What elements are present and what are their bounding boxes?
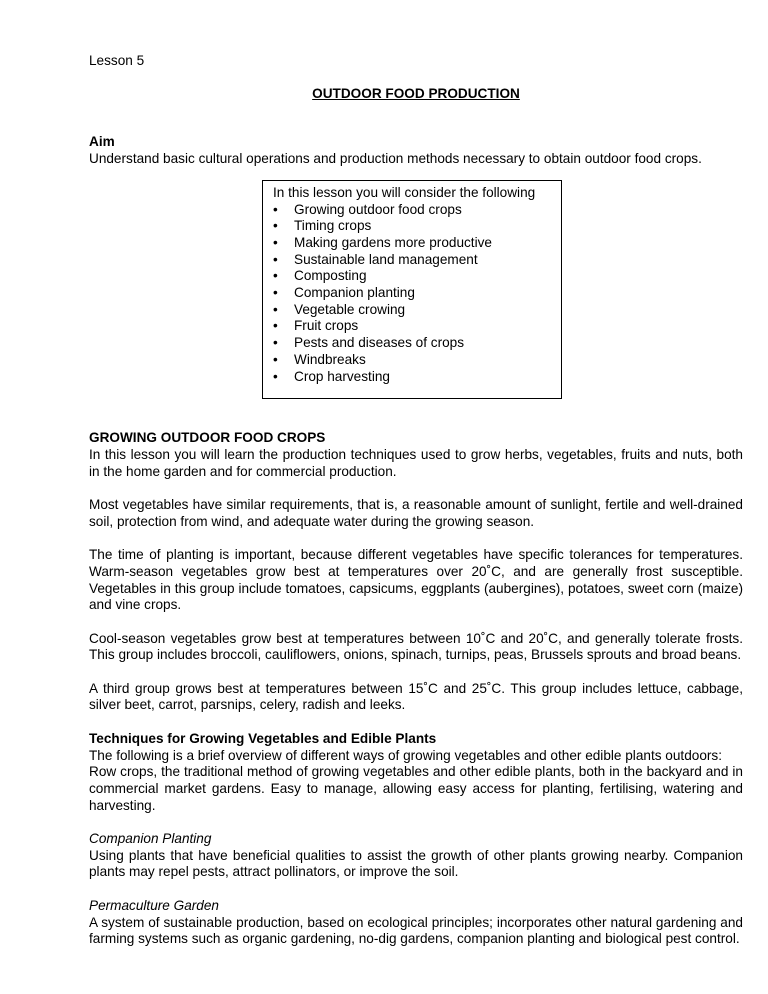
page-title: OUTDOOR FOOD PRODUCTION xyxy=(312,85,520,101)
list-item-text: Companion planting xyxy=(294,285,415,301)
list-item xyxy=(273,252,551,269)
list-item xyxy=(273,285,551,302)
lesson-overview-intro: In this lesson you will consider the following xyxy=(273,184,536,200)
section-paragraph-third-group: A third group grows best at temperatures between 15˚C and 25˚C. This group includes lettuce, cabbage, silver beet, carrot, parsnips, celery, radish and leeks. xyxy=(89,680,743,713)
section-heading: GROWING OUTDOOR FOOD CROPS xyxy=(89,430,326,446)
list-item xyxy=(273,352,551,369)
list-item xyxy=(273,318,551,335)
permaculture-heading: Permaculture Garden xyxy=(89,897,219,913)
list-item xyxy=(273,302,551,319)
list-item xyxy=(273,268,551,285)
section-paragraph-intro: In this lesson you will learn the production techniques used to grow herbs, vegetables, fruits and nuts, both in the home garden and for commercial production. xyxy=(89,446,743,479)
bullet-icon: • xyxy=(273,218,278,234)
list-item-text: Windbreaks xyxy=(294,351,366,367)
permaculture-text: A system of sustainable production, based on ecological principles; incorporates other natural gardening and farming systems such as organic gardening, no-dig gardens, companion planting and biological pest control. xyxy=(89,914,743,947)
list-item-text: Composting xyxy=(294,268,367,284)
list-item-text: Making gardens more productive xyxy=(294,234,492,250)
bullet-icon: • xyxy=(273,368,278,384)
list-item xyxy=(273,335,551,352)
bullet-icon: • xyxy=(273,285,278,301)
section-paragraph-requirements: Most vegetables have similar requirements, that is, a reasonable amount of sunlight, fertile and well-drained soil, protection from wind, and adequate water during the growing season. xyxy=(89,497,743,529)
list-item-text: Fruit crops xyxy=(294,318,359,334)
section-paragraph-cool-season: Cool-season vegetables grow best at temperatures between 10˚C and 20˚C, and generally tolerate frosts. This group includes broccoli, cauliflowers, onions, spinach, turnips, peas, Brussels sprouts and broad beans. xyxy=(89,630,743,663)
list-item-text: Pests and diseases of crops xyxy=(294,335,465,351)
bullet-icon: • xyxy=(273,201,278,217)
techniques-heading: Techniques for Growing Vegetables and Edible Plants xyxy=(89,730,437,746)
list-item xyxy=(273,235,551,252)
lesson-overview-box xyxy=(262,180,562,399)
list-item xyxy=(273,202,551,219)
list-item-text: Timing crops xyxy=(294,218,372,234)
techniques-intro: The following is a brief overview of different ways of growing vegetables and other edible plants outdoors: xyxy=(89,747,722,763)
document-page xyxy=(89,53,743,948)
techniques-row-crops: Row crops, the traditional method of growing vegetables and other edible plants, both in the backyard and in commercial market gardens. Easy to manage, allowing easy access for planting, fertilising, watering and harvesting. xyxy=(89,764,743,813)
bullet-icon: • xyxy=(273,351,278,367)
bullet-icon: • xyxy=(273,335,278,351)
bullet-icon: • xyxy=(273,251,278,267)
bullet-icon: • xyxy=(273,301,278,317)
companion-planting-text: Using plants that have beneficial qualities to assist the growth of other plants growing nearby. Companion plants may repel pests, attract pollinators, or improve the soil. xyxy=(89,847,743,880)
section-paragraph-warm-season: The time of planting is important, because different vegetables have specific tolerances for temperatures. Warm-season vegetables grow best at temperatures over 20˚C, and are generally frost susceptible. Vegetables in this group include tomatoes, capsicums, eggplants (aubergines), potatoes, sweet corn (maize) and vine crops. xyxy=(89,547,743,613)
aim-heading: Aim xyxy=(89,134,115,150)
lesson-overview-list xyxy=(273,202,551,386)
list-item xyxy=(273,218,551,235)
list-item-text: Crop harvesting xyxy=(294,368,390,384)
aim-text: Understand basic cultural operations and production methods necessary to obtain outdoor food crops. xyxy=(89,151,702,167)
companion-planting-heading: Companion Planting xyxy=(89,831,212,847)
lesson-label: Lesson 5 xyxy=(89,53,145,68)
list-item xyxy=(273,369,551,386)
bullet-icon: • xyxy=(273,268,278,284)
list-item-text: Sustainable land management xyxy=(294,251,478,267)
list-item-text: Growing outdoor food crops xyxy=(294,201,462,217)
bullet-icon: • xyxy=(273,318,278,334)
list-item-text: Vegetable crowing xyxy=(294,301,406,317)
bullet-icon: • xyxy=(273,234,278,250)
